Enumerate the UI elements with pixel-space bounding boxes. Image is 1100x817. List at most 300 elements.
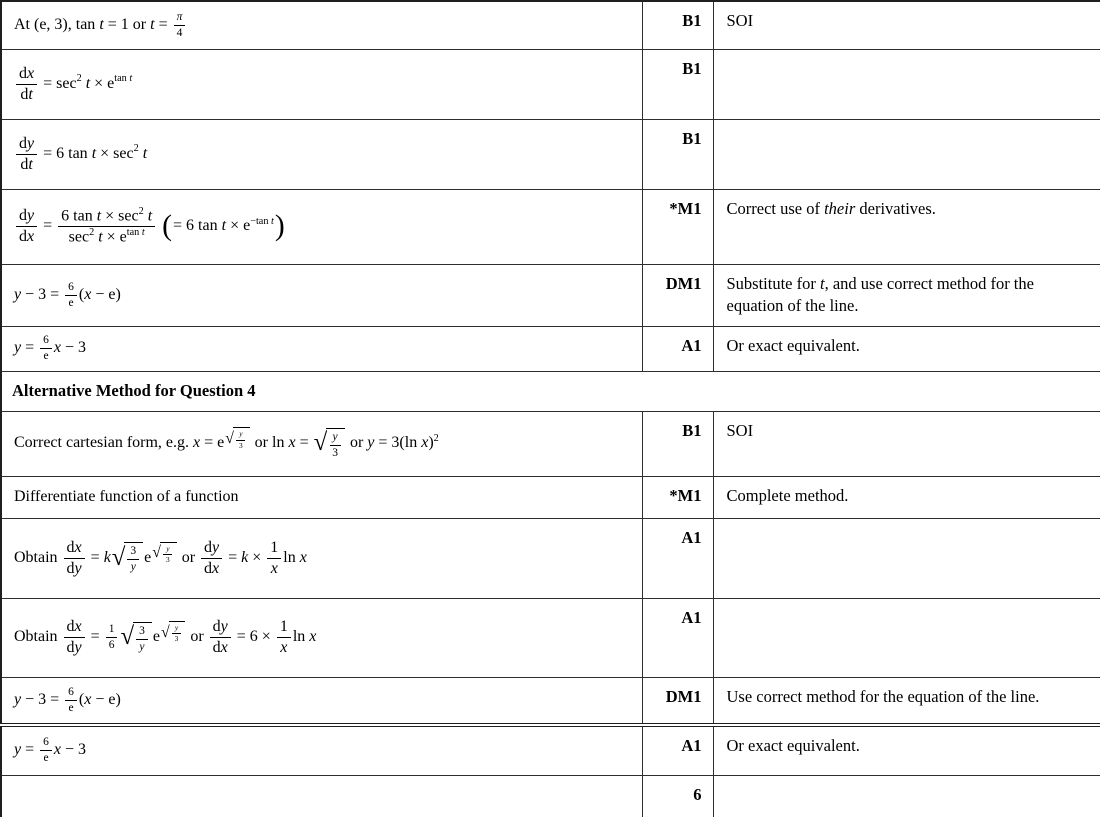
radical: [314, 428, 345, 460]
guidance-cell: [713, 326, 1100, 371]
fraction-numerator: [127, 545, 139, 560]
math-variable: t: [91, 144, 97, 162]
radicand: [160, 542, 177, 565]
fraction-numerator: [16, 65, 37, 85]
section-row: [1, 371, 1100, 411]
table-row: [1, 775, 1100, 817]
radicand: [133, 622, 152, 654]
math-expression: [14, 685, 121, 714]
mark-cell: *M1: [642, 476, 713, 518]
math-text: × e: [226, 217, 251, 235]
fraction: [267, 539, 281, 578]
fraction: [64, 618, 85, 657]
math-variable: x: [27, 64, 35, 82]
fraction-numerator: [136, 625, 148, 640]
math-variable: x: [53, 741, 62, 759]
table-row: [1, 49, 1100, 119]
math-expression: [14, 280, 121, 309]
math-variable: t: [141, 227, 145, 238]
math-text: =: [86, 548, 104, 566]
math-text: × e: [90, 74, 115, 92]
guidance-text: [727, 11, 754, 30]
math-expression: [14, 334, 87, 362]
guidance-text: [727, 199, 936, 218]
guidance-text: [727, 736, 860, 755]
math-text: 2: [89, 227, 95, 238]
math-text: e: [68, 701, 74, 714]
math-text: − 3: [61, 741, 87, 759]
fraction-numerator: [174, 11, 186, 26]
guidance-cell: [713, 775, 1100, 817]
fraction: [163, 545, 173, 565]
math-text: ): [428, 434, 434, 452]
math-text: =: [21, 339, 39, 357]
math-text: × sec: [101, 207, 139, 225]
math-text: 1: [270, 538, 279, 556]
fraction: [210, 618, 231, 657]
fraction: [236, 430, 246, 450]
fraction-numerator: [201, 539, 222, 559]
math-variable: y: [14, 690, 22, 708]
answer-cell: [1, 725, 642, 775]
math-variable: t: [271, 215, 274, 227]
fraction: [201, 539, 222, 578]
fraction-denominator: [40, 349, 51, 363]
math-text: SOI: [726, 420, 754, 440]
answer-cell: [1, 677, 642, 725]
math-expression: [14, 736, 87, 765]
fraction-denominator: [201, 559, 222, 578]
fraction-numerator: [64, 618, 85, 638]
table-row: [1, 518, 1100, 598]
fraction-numerator: [172, 624, 181, 634]
math-text: e: [43, 350, 49, 362]
math-variable: t: [28, 155, 33, 173]
superscript: [160, 621, 186, 644]
fraction: [106, 623, 118, 652]
math-text: 3: [238, 440, 243, 450]
guidance-cell: [713, 49, 1100, 119]
math-variable: y: [130, 561, 136, 573]
fraction-numerator: [58, 207, 155, 227]
radical-icon: √: [225, 429, 234, 447]
answer-cell: [1, 775, 642, 817]
fraction-denominator: [65, 701, 76, 715]
fraction: [40, 736, 52, 765]
table-row: [1, 1, 1100, 49]
guidance-text: [727, 486, 849, 505]
math-text: − 3: [61, 339, 87, 357]
math-variable: their: [824, 198, 856, 218]
math-text: − e): [91, 285, 121, 303]
math-variable: x: [280, 639, 288, 656]
math-variable: x: [74, 618, 82, 636]
answer-cell: [1, 1, 642, 49]
answer-cell: [1, 476, 642, 518]
guidance-cell: [713, 411, 1100, 476]
math-variable: y: [332, 430, 338, 443]
math-text: Correct use of: [726, 198, 825, 218]
section-heading: [12, 381, 256, 400]
parenthesis: ): [274, 209, 285, 242]
math-text: 3: [130, 545, 137, 558]
fraction: [127, 545, 139, 574]
mark-cell: A1: [642, 725, 713, 775]
fraction-denominator: [174, 26, 186, 40]
math-variable: x: [84, 285, 92, 303]
radical: [225, 427, 249, 450]
radical-icon: √: [120, 623, 135, 651]
table-row: [1, 677, 1100, 725]
math-text: = 6 tan: [39, 144, 92, 162]
fraction-denominator: [172, 634, 182, 643]
math-variable: y: [174, 623, 179, 633]
math-variable: x: [27, 228, 35, 245]
mark-cell: B1: [642, 119, 713, 189]
radical-icon: √: [111, 543, 126, 571]
math-text: =: [21, 741, 39, 759]
fraction: [65, 686, 77, 715]
math-text: Or exact equivalent.: [726, 335, 860, 355]
math-text: e: [68, 296, 74, 309]
math-text: × sec: [96, 144, 134, 162]
fraction-numerator: [267, 539, 281, 559]
section-heading-cell: [1, 371, 1100, 411]
math-variable: y: [74, 559, 82, 577]
mark-cell: B1: [642, 49, 713, 119]
fraction-denominator: [17, 85, 35, 104]
fraction: [172, 624, 182, 644]
math-text: (: [78, 285, 85, 303]
answer-cell: [1, 189, 642, 264]
math-expression: [14, 205, 286, 246]
table-row: [1, 598, 1100, 677]
math-text: or ln: [250, 434, 289, 452]
fraction-numerator: [16, 207, 37, 227]
table-row: [1, 476, 1100, 518]
math-text: 6: [68, 685, 74, 698]
math-text: 6: [43, 736, 49, 749]
math-variable: y: [367, 434, 375, 452]
math-variable: t: [94, 228, 103, 246]
math-text: 3: [174, 634, 179, 644]
math-text: d: [19, 134, 27, 152]
fraction: [58, 207, 155, 247]
math-text: Or exact equivalent.: [726, 736, 860, 755]
math-text: Obtain: [14, 628, 62, 646]
table-row: [1, 119, 1100, 189]
fraction-denominator: [128, 560, 139, 574]
math-variable: k: [103, 548, 111, 566]
math-text: Obtain: [14, 548, 62, 566]
radicand: [169, 621, 186, 644]
table-row: [1, 411, 1100, 476]
math-text: d: [19, 207, 27, 225]
math-text: e: [152, 628, 160, 646]
guidance-text: [727, 421, 754, 440]
fraction: [174, 11, 186, 40]
math-text: = e: [200, 434, 225, 452]
math-text: d: [20, 155, 29, 173]
guidance-cell: [713, 189, 1100, 264]
math-text: Complete method.: [726, 485, 849, 505]
math-variable: x: [309, 628, 317, 646]
math-text: derivatives.: [855, 198, 936, 218]
math-expression: [14, 618, 317, 656]
math-text: =: [39, 217, 57, 235]
math-variable: y: [27, 134, 35, 152]
math-text: Use correct method for the equation of the line.: [726, 686, 1040, 706]
math-text: 6 tan: [61, 207, 97, 225]
fraction: [277, 618, 291, 657]
radicand: [233, 427, 250, 450]
fraction-denominator: [136, 640, 147, 654]
mark-cell: A1: [642, 598, 713, 677]
math-variable: t: [81, 74, 91, 92]
fraction-denominator: [64, 559, 85, 578]
math-text: sec: [68, 228, 90, 246]
radical-icon: √: [152, 544, 161, 562]
math-variable: x: [421, 434, 429, 452]
math-text: = 3(ln: [374, 434, 422, 452]
table-row: [1, 189, 1100, 264]
fraction: [64, 539, 85, 578]
math-expression: [14, 134, 148, 173]
guidance-text: [727, 687, 1040, 706]
table-row: [1, 725, 1100, 775]
guidance-cell: [713, 476, 1100, 518]
math-text: − 3 =: [21, 285, 64, 303]
math-expression: [14, 429, 439, 459]
math-text: Correct cartesian form, e.g.: [14, 434, 194, 452]
table-row: [1, 264, 1100, 326]
mark-scheme-body: [1, 1, 1100, 817]
math-text: Differentiate function of a function: [14, 488, 239, 505]
mark-cell: B1: [642, 1, 713, 49]
answer-cell: [1, 326, 642, 371]
guidance-cell: [713, 119, 1100, 189]
answer-cell: [1, 119, 642, 189]
math-expression: [14, 10, 187, 39]
math-text: e: [43, 752, 49, 765]
math-text: =: [295, 434, 313, 452]
fraction: [16, 65, 37, 104]
fraction-numerator: [40, 334, 52, 349]
fraction-denominator: [268, 559, 281, 578]
guidance-cell: [713, 725, 1100, 775]
math-variable: y: [14, 741, 22, 759]
math-variable: x: [220, 639, 228, 656]
math-variable: x: [270, 559, 278, 577]
math-text: d: [19, 64, 27, 82]
mark-cell: A1: [642, 518, 713, 598]
answer-cell: [1, 49, 642, 119]
math-text: d: [66, 618, 75, 636]
guidance-cell: [713, 264, 1100, 326]
math-text: ln: [292, 628, 310, 646]
section-heading-text: Alternative Method for Question 4: [12, 381, 256, 400]
fraction: [136, 625, 148, 654]
mark-cell: A1: [642, 326, 713, 371]
math-text: 2: [133, 143, 139, 155]
superscript: [224, 427, 250, 450]
math-variable: t: [820, 273, 825, 293]
math-text: At (e, 3), tan: [14, 15, 100, 33]
mark-cell: 6: [642, 775, 713, 817]
fraction-numerator: [163, 545, 172, 555]
math-text: − 3 =: [21, 690, 64, 708]
math-text: − e): [91, 690, 121, 708]
fraction-denominator: [66, 227, 148, 246]
math-text: 2: [76, 73, 82, 85]
superscript: [434, 434, 439, 444]
fraction-denominator: [329, 446, 341, 460]
fraction: [65, 281, 77, 310]
math-text: × e: [102, 228, 127, 246]
math-text: 3: [139, 624, 145, 637]
fraction: [16, 207, 37, 246]
math-variable: x: [212, 559, 220, 577]
math-variable: y: [139, 640, 145, 653]
math-text: or: [345, 434, 368, 452]
mark-cell: B1: [642, 411, 713, 476]
radicand: [124, 542, 143, 574]
table-row: [1, 326, 1100, 371]
math-variable: y: [239, 429, 243, 439]
fraction-numerator: [40, 736, 52, 751]
radical-icon: √: [160, 623, 170, 641]
math-text: 1: [108, 623, 115, 636]
math-text: −tan: [250, 215, 272, 227]
math-expression: [14, 64, 133, 103]
math-variable: y: [212, 538, 220, 556]
fraction-numerator: [277, 618, 291, 638]
fraction: [329, 431, 341, 460]
guidance-cell: [713, 598, 1100, 677]
math-text: ln: [283, 548, 300, 566]
math-variable: t: [99, 15, 104, 33]
superscript: [250, 217, 274, 227]
math-variable: y: [220, 618, 228, 636]
radical: [112, 542, 143, 574]
math-text: or: [186, 628, 208, 646]
fraction-denominator: [16, 227, 37, 246]
math-text: Substitute for: [726, 273, 820, 293]
answer-cell: [1, 264, 642, 326]
math-expression: [14, 488, 239, 505]
fraction-denominator: [17, 155, 35, 174]
math-text: SOI: [726, 11, 754, 30]
math-variable: y: [74, 639, 82, 656]
math-variable: t: [150, 15, 155, 33]
math-text: 1: [279, 618, 288, 636]
math-text: d: [20, 85, 29, 103]
mark-cell: DM1: [642, 677, 713, 725]
math-variable: t: [221, 217, 227, 235]
radical: [120, 622, 151, 654]
math-text: d: [212, 618, 221, 636]
math-text: d: [66, 559, 75, 577]
math-text: =: [86, 628, 104, 646]
math-text: = sec: [39, 74, 77, 92]
math-text: = 6 tan: [173, 217, 222, 235]
math-text: 2: [138, 205, 144, 217]
math-variable: x: [299, 548, 307, 566]
fraction-denominator: [163, 555, 173, 564]
math-text: 4: [176, 26, 183, 39]
math-text: d: [204, 538, 213, 556]
math-text: = 6 ×: [232, 628, 275, 646]
radical: [152, 542, 176, 565]
math-variable: y: [27, 207, 35, 225]
fraction-numerator: [330, 431, 341, 446]
guidance-cell: [713, 518, 1100, 598]
fraction: [16, 135, 37, 174]
math-text: 3: [166, 554, 170, 564]
math-variable: k: [241, 548, 249, 566]
math-variable: y: [14, 285, 22, 303]
math-text: e: [144, 548, 152, 566]
math-text: , and use correct method for the equation of the line.: [726, 273, 1034, 315]
answer-cell: [1, 411, 642, 476]
math-variable: t: [28, 85, 33, 103]
mark-cell: *M1: [642, 189, 713, 264]
fraction-denominator: [65, 296, 76, 310]
fraction-numerator: [64, 539, 85, 559]
guidance-text: [727, 336, 860, 355]
math-variable: y: [14, 339, 22, 357]
fraction-denominator: [40, 751, 51, 765]
math-text: = 1 or: [103, 15, 151, 33]
math-variable: π: [176, 10, 183, 23]
math-text: ×: [248, 548, 266, 566]
superscript: [127, 228, 145, 238]
math-variable: x: [84, 690, 92, 708]
math-text: d: [204, 559, 213, 577]
math-text: (: [78, 690, 85, 708]
fraction-numerator: [236, 430, 245, 440]
mark-cell: DM1: [642, 264, 713, 326]
radical-icon: √: [313, 429, 328, 457]
math-expression: [14, 538, 307, 577]
fraction-denominator: [277, 638, 290, 657]
math-text: or: [177, 548, 200, 566]
radical: [161, 621, 185, 644]
math-text: tan: [126, 227, 142, 238]
math-text: =: [224, 548, 242, 566]
guidance-text: [727, 274, 1034, 315]
math-variable: x: [74, 538, 82, 556]
math-text: d: [66, 538, 75, 556]
fraction: [40, 334, 52, 363]
math-variable: t: [138, 144, 148, 162]
math-variable: t: [129, 73, 133, 85]
answer-cell: [1, 598, 642, 677]
math-text: =: [154, 15, 172, 33]
math-text: d: [212, 639, 221, 656]
fraction-denominator: [106, 638, 118, 652]
fraction-denominator: [236, 441, 246, 450]
fraction-denominator: [210, 638, 231, 657]
math-text: 3: [332, 446, 338, 459]
math-text: 6: [43, 334, 49, 347]
fraction-numerator: [210, 618, 231, 638]
fraction-denominator: [64, 638, 85, 657]
guidance-cell: [713, 677, 1100, 725]
fraction-numerator: [106, 623, 118, 638]
fraction-numerator: [65, 686, 77, 701]
math-variable: x: [193, 434, 201, 452]
